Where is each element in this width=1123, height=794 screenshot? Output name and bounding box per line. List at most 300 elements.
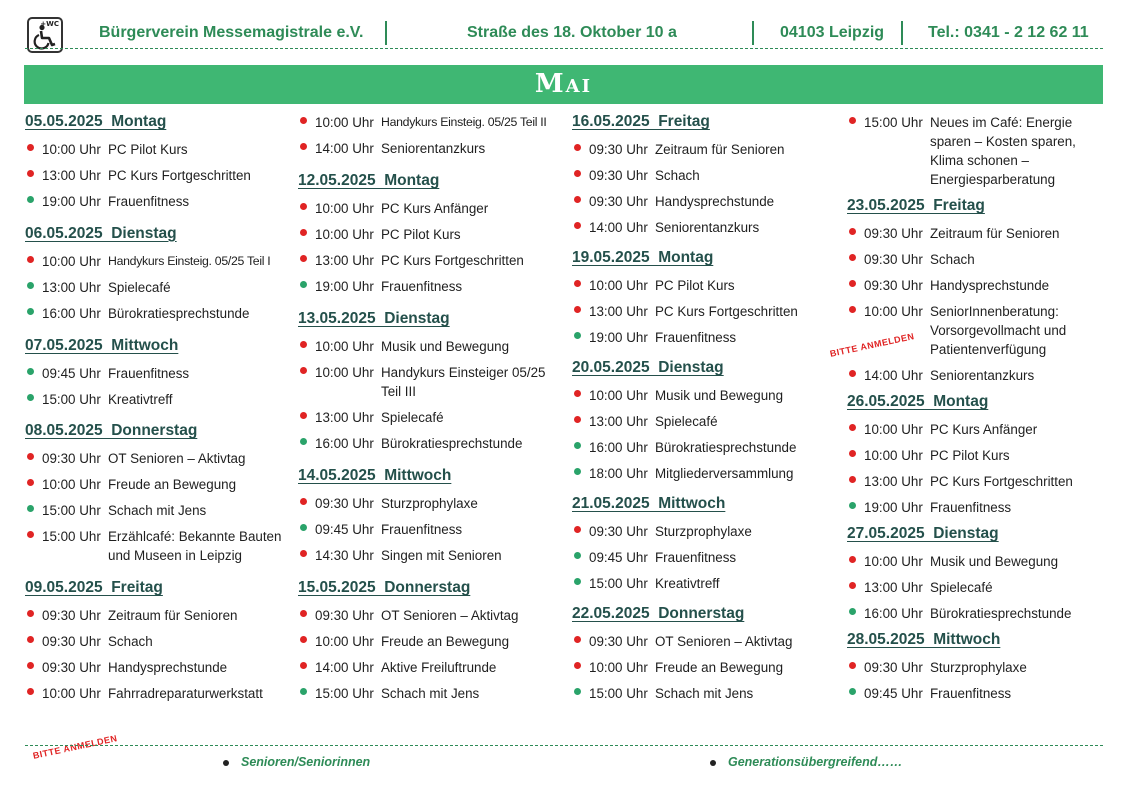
entry-activity: Handykurs Einsteig. 05/25 Teil I	[108, 253, 271, 268]
day-block	[25, 113, 293, 211]
entry-activity: Zeitraum für Senioren	[108, 608, 238, 623]
entry-activity: Frauenfitness	[108, 194, 190, 209]
green-bullet-icon	[27, 368, 34, 375]
red-bullet-icon	[849, 228, 856, 235]
entry-time: 10:00 Uhr	[42, 477, 101, 493]
entry-activity: Seniorentanzkurs	[930, 368, 1035, 383]
green-bullet-icon	[27, 505, 34, 512]
entry-activity: Kreativtreff	[655, 576, 720, 591]
schedule-entry	[298, 363, 566, 401]
entry-activity: Sturzprophylaxe	[930, 660, 1027, 675]
schedule-entry	[572, 522, 840, 541]
red-bullet-icon	[300, 117, 307, 124]
green-bullet-icon	[574, 442, 581, 449]
entry-activity: Freude an Bewegung	[108, 477, 237, 493]
red-bullet-icon	[849, 476, 856, 483]
red-bullet-icon	[300, 662, 307, 669]
entry-activity: Schach mit Jens	[381, 686, 480, 701]
schedule-entry	[847, 604, 1115, 623]
entry-time: 15:00 Uhr	[42, 529, 101, 545]
schedule-entry	[298, 337, 566, 356]
page-header	[25, 14, 1105, 50]
entry-time: 10:00 Uhr	[42, 142, 101, 157]
entry-activity: Frauenfitness	[108, 365, 190, 381]
schedule-entry	[298, 139, 566, 158]
entry-time: 13:00 Uhr	[42, 168, 101, 183]
entry-time: 10:00 Uhr	[42, 253, 101, 269]
entry-time: 09:30 Uhr	[864, 252, 923, 267]
entry-activity: Handysprechstunde	[655, 194, 775, 209]
day-heading: 27.05.2025 Dienstag	[847, 525, 999, 542]
entry-time: 10:00 Uhr	[864, 304, 923, 319]
entry-time: 09:45 Uhr	[864, 686, 923, 701]
day-heading: 06.05.2025 Dienstag	[25, 224, 177, 242]
legend-bullet	[710, 760, 716, 766]
green-bullet-icon	[574, 688, 581, 695]
schedule-column-3	[572, 113, 840, 710]
header-separator	[901, 21, 903, 45]
day-block	[847, 113, 1115, 189]
entry-activity: Aktive Freiluftrunde	[381, 660, 497, 675]
entry-activity: PC Kurs Anfänger	[381, 201, 489, 216]
entry-time: 10:00 Uhr	[315, 115, 374, 130]
red-bullet-icon	[27, 688, 34, 695]
day-heading: 20.05.2025 Dienstag	[572, 359, 724, 376]
schedule-entry	[25, 252, 293, 271]
entry-time: 15:00 Uhr	[42, 503, 101, 519]
schedule-entry	[298, 408, 566, 427]
entry-activity: PC Pilot Kurs	[930, 448, 1010, 463]
entry-time: 13:00 Uhr	[864, 580, 923, 595]
entry-time: 16:00 Uhr	[42, 305, 101, 321]
header-separator	[385, 21, 387, 45]
red-bullet-icon	[300, 550, 307, 557]
entry-time: 15:00 Uhr	[864, 115, 923, 130]
entry-time: 19:00 Uhr	[864, 500, 923, 515]
red-bullet-icon	[574, 526, 581, 533]
schedule-entry	[572, 328, 840, 347]
schedule-entry	[847, 302, 1115, 359]
entry-activity: Mitgliederversammlung	[655, 466, 794, 481]
entry-activity: Sturzprophylaxe	[655, 524, 752, 539]
entry-activity: Schach mit Jens	[655, 686, 754, 701]
red-bullet-icon	[849, 556, 856, 563]
entry-activity: PC Kurs Fortgeschritten	[381, 253, 524, 268]
red-bullet-icon	[300, 367, 307, 374]
green-bullet-icon	[300, 281, 307, 288]
day-block	[572, 113, 840, 237]
entry-activity: Zeitraum für Senioren	[655, 142, 785, 157]
entry-time: 10:00 Uhr	[589, 660, 648, 675]
day-heading: 14.05.2025 Mittwoch	[298, 467, 452, 484]
month-title: Mai	[534, 69, 593, 99]
entry-activity: PC Kurs Fortgeschritten	[108, 168, 251, 183]
postal-city: 04103 Leipzig	[780, 24, 885, 41]
red-bullet-icon	[27, 636, 34, 643]
entry-activity: Frauenfitness	[381, 522, 463, 537]
entry-activity: Spielecafé	[108, 279, 171, 295]
schedule-entry	[847, 658, 1115, 677]
schedule-entry	[25, 632, 293, 651]
red-bullet-icon	[849, 662, 856, 669]
entry-activity: PC Kurs Fortgeschritten	[655, 304, 798, 319]
green-bullet-icon	[849, 688, 856, 695]
day-block	[572, 495, 840, 593]
legend-intergenerational-label: Generationsübergreifend……	[728, 755, 903, 769]
day-heading: 09.05.2025 Freitag	[25, 579, 163, 596]
entry-time: 10:00 Uhr	[42, 686, 101, 701]
entry-time: 09:30 Uhr	[315, 496, 374, 511]
entry-activity: Handysprechstunde	[930, 278, 1050, 293]
legend-bullet	[223, 760, 229, 766]
entry-time: 09:30 Uhr	[42, 660, 101, 675]
schedule-entry	[847, 224, 1115, 243]
red-bullet-icon	[849, 306, 856, 313]
entry-activity: PC Kurs Fortgeschritten	[930, 474, 1073, 489]
schedule-entry	[572, 464, 840, 483]
entry-time: 15:00 Uhr	[589, 686, 648, 701]
schedule-entry	[572, 166, 840, 185]
red-bullet-icon	[574, 196, 581, 203]
schedule-entry	[298, 251, 566, 270]
entry-activity: Handykurs Einsteiger 05/25 Teil III	[381, 365, 546, 399]
month-banner	[24, 65, 1103, 104]
schedule-entry	[847, 250, 1115, 269]
entry-time: 09:45 Uhr	[589, 550, 648, 565]
entry-activity: OT Senioren – Aktivtag	[108, 451, 246, 467]
entry-time: 10:00 Uhr	[864, 554, 923, 569]
entry-activity: PC Pilot Kurs	[381, 227, 461, 242]
schedule-entry	[25, 364, 293, 383]
schedule-entry	[25, 501, 293, 520]
entry-time: 13:00 Uhr	[315, 253, 374, 268]
entry-time: 16:00 Uhr	[315, 436, 374, 451]
day-heading: 19.05.2025 Montag	[572, 249, 714, 266]
day-heading: 21.05.2025 Mittwoch	[572, 495, 726, 512]
entry-activity: Frauenfitness	[930, 500, 1012, 515]
schedule-entry	[298, 546, 566, 565]
entry-time: 13:00 Uhr	[42, 279, 101, 295]
entry-activity: Bürokratiesprechstunde	[655, 440, 797, 455]
red-bullet-icon	[849, 280, 856, 287]
red-bullet-icon	[300, 341, 307, 348]
schedule-column-1	[25, 113, 293, 710]
schedule-entry	[572, 302, 840, 321]
entry-time: 09:30 Uhr	[589, 634, 648, 649]
green-bullet-icon	[300, 524, 307, 531]
entry-activity: Handykurs Einsteig. 05/25 Teil II	[381, 115, 547, 129]
entry-time: 10:00 Uhr	[315, 227, 374, 242]
green-bullet-icon	[574, 332, 581, 339]
header-separator	[752, 21, 754, 45]
entry-activity: Frauenfitness	[655, 550, 737, 565]
entry-activity: Bürokratiesprechstunde	[930, 606, 1072, 621]
entry-activity: Seniorentanzkurs	[381, 141, 486, 156]
schedule-column-4	[847, 113, 1115, 710]
entry-activity: Schach mit Jens	[108, 503, 207, 519]
red-bullet-icon	[849, 117, 856, 124]
schedule-entry	[847, 684, 1115, 703]
green-bullet-icon	[574, 578, 581, 585]
phone-number: Tel.: 0341 - 2 12 62 11	[928, 24, 1089, 41]
schedule-entry	[298, 606, 566, 625]
day-heading: 28.05.2025 Mittwoch	[847, 631, 1001, 648]
entry-activity: Fahrradreparaturwerkstatt	[108, 686, 263, 701]
schedule-entry	[298, 277, 566, 296]
red-bullet-icon	[27, 531, 34, 538]
entry-activity: Handysprechstunde	[108, 660, 228, 675]
footer-divider	[25, 745, 1103, 746]
entry-time: 09:30 Uhr	[589, 194, 648, 209]
entry-activity: Musik und Bewegung	[655, 388, 784, 403]
entry-activity: Musik und Bewegung	[381, 339, 510, 354]
entry-activity: Musik und Bewegung	[930, 554, 1059, 569]
entry-time: 09:30 Uhr	[42, 608, 101, 623]
day-block	[25, 337, 293, 409]
entry-time: 09:30 Uhr	[864, 278, 923, 293]
day-heading: 13.05.2025 Dienstag	[298, 310, 450, 327]
day-block	[572, 249, 840, 347]
schedule-entry	[572, 218, 840, 237]
schedule-entry	[847, 113, 1115, 189]
green-bullet-icon	[27, 282, 34, 289]
entry-time: 09:30 Uhr	[42, 634, 101, 649]
entry-activity: OT Senioren – Aktivtag	[381, 608, 519, 623]
entry-activity: Frauenfitness	[381, 279, 463, 294]
legend-seniors-label: Senioren/Seniorinnen	[241, 755, 371, 769]
entry-activity: Zeitraum für Senioren	[930, 226, 1060, 241]
red-bullet-icon	[300, 203, 307, 210]
day-heading: 23.05.2025 Freitag	[847, 197, 985, 214]
red-bullet-icon	[574, 144, 581, 151]
red-bullet-icon	[849, 450, 856, 457]
entry-activity: PC Pilot Kurs	[655, 278, 735, 293]
entry-time: 10:00 Uhr	[589, 278, 648, 293]
registration-stamp: BITTE ANMELDEN	[828, 331, 916, 359]
schedule-entry	[25, 304, 293, 323]
schedule-entry	[572, 632, 840, 651]
schedule-entry	[572, 658, 840, 677]
schedule-entry	[298, 632, 566, 651]
red-bullet-icon	[849, 424, 856, 431]
schedule-entry	[847, 366, 1115, 385]
entry-activity: Sturzprophylaxe	[381, 496, 478, 511]
entry-time: 10:00 Uhr	[315, 201, 374, 216]
green-bullet-icon	[574, 552, 581, 559]
red-bullet-icon	[849, 254, 856, 261]
schedule-entry	[572, 386, 840, 405]
entry-activity: Bürokratiesprechstunde	[381, 436, 523, 451]
entry-time: 16:00 Uhr	[589, 440, 648, 455]
green-bullet-icon	[574, 468, 581, 475]
schedule-entry	[847, 578, 1115, 597]
entry-activity: Frauenfitness	[930, 686, 1012, 701]
green-bullet-icon	[27, 196, 34, 203]
red-bullet-icon	[27, 256, 34, 263]
entry-time: 18:00 Uhr	[589, 466, 648, 481]
schedule-entry	[298, 658, 566, 677]
schedule-entry	[572, 412, 840, 431]
day-heading: 15.05.2025 Donnerstag	[298, 579, 471, 596]
schedule-entry	[572, 438, 840, 457]
day-block	[572, 605, 840, 703]
schedule-entry	[25, 140, 293, 159]
red-bullet-icon	[849, 370, 856, 377]
red-bullet-icon	[849, 582, 856, 589]
red-bullet-icon	[300, 498, 307, 505]
entry-time: 14:00 Uhr	[864, 368, 923, 383]
day-block	[298, 172, 566, 296]
entry-time: 14:00 Uhr	[589, 220, 648, 235]
day-block	[25, 579, 293, 703]
entry-time: 15:00 Uhr	[42, 391, 101, 407]
wc-label: +WC	[40, 20, 59, 28]
day-block	[298, 310, 566, 453]
entry-activity: OT Senioren – Aktivtag	[655, 634, 793, 649]
schedule-entry	[847, 472, 1115, 491]
entry-activity: Spielecafé	[655, 414, 718, 429]
schedule-entry	[25, 658, 293, 677]
entry-activity: Seniorentanzkurs	[655, 220, 760, 235]
entry-activity: Bürokratiesprechstunde	[108, 305, 250, 321]
green-bullet-icon	[849, 608, 856, 615]
day-block	[298, 467, 566, 565]
header-divider	[25, 48, 1103, 49]
entry-time: 16:00 Uhr	[864, 606, 923, 621]
entry-time: 09:30 Uhr	[589, 142, 648, 157]
schedule-entry	[572, 684, 840, 703]
red-bullet-icon	[300, 636, 307, 643]
entry-activity: Freude an Bewegung	[655, 660, 784, 675]
schedule-entry	[572, 548, 840, 567]
schedule-entry	[847, 420, 1115, 439]
red-bullet-icon	[300, 229, 307, 236]
registration-stamp: BITTE ANMELDEN	[31, 733, 119, 761]
schedule-entry	[25, 527, 293, 565]
entry-time: 10:00 Uhr	[864, 422, 923, 437]
entry-activity: Freude an Bewegung	[381, 634, 510, 649]
day-block	[25, 422, 293, 565]
day-heading: 22.05.2025 Donnerstag	[572, 605, 745, 622]
schedule-entry	[572, 276, 840, 295]
entry-time: 19:00 Uhr	[42, 194, 101, 209]
entry-activity: PC Kurs Anfänger	[930, 422, 1038, 437]
schedule-entry	[298, 684, 566, 703]
schedule-entry	[847, 446, 1115, 465]
red-bullet-icon	[27, 453, 34, 460]
entry-activity: Singen mit Senioren	[381, 548, 502, 563]
red-bullet-icon	[27, 170, 34, 177]
entry-time: 15:00 Uhr	[315, 686, 374, 701]
schedule-entry	[25, 684, 293, 703]
legend-intergenerational	[710, 755, 902, 769]
schedule-entry	[25, 278, 293, 297]
schedule-entry	[25, 192, 293, 211]
red-bullet-icon	[574, 416, 581, 423]
red-bullet-icon	[27, 144, 34, 151]
day-heading: 07.05.2025 Mittwoch	[25, 336, 179, 354]
entry-time: 14:30 Uhr	[315, 548, 374, 563]
entry-activity: SeniorInnenberatung: Vorsorgevollmacht und Patientenverfügung	[930, 304, 1067, 357]
day-block	[847, 525, 1115, 623]
entry-time: 13:00 Uhr	[589, 414, 648, 429]
entry-time: 09:30 Uhr	[864, 660, 923, 675]
day-heading: 12.05.2025 Montag	[298, 172, 440, 189]
day-block	[572, 359, 840, 483]
schedule-entry	[847, 498, 1115, 517]
entry-time: 10:00 Uhr	[589, 388, 648, 403]
schedule-entry	[572, 140, 840, 159]
day-heading: 05.05.2025 Montag	[25, 113, 167, 130]
entry-time: 09:30 Uhr	[864, 226, 923, 241]
entry-time: 09:45 Uhr	[42, 365, 101, 381]
entry-time: 19:00 Uhr	[315, 279, 374, 294]
schedule-entry	[572, 192, 840, 211]
schedule-entry	[25, 606, 293, 625]
red-bullet-icon	[574, 280, 581, 287]
schedule-entry	[25, 475, 293, 494]
schedule-entry	[25, 390, 293, 409]
red-bullet-icon	[574, 222, 581, 229]
entry-time: 19:00 Uhr	[589, 330, 648, 345]
day-block	[847, 197, 1115, 385]
schedule-entry	[298, 225, 566, 244]
entry-activity: Spielecafé	[930, 580, 993, 595]
red-bullet-icon	[300, 143, 307, 150]
schedule-entry	[847, 276, 1115, 295]
entry-time: 14:00 Uhr	[315, 660, 374, 675]
legend-seniors	[223, 755, 370, 769]
entry-time: 09:30 Uhr	[589, 168, 648, 183]
day-heading: 26.05.2025 Montag	[847, 393, 989, 410]
red-bullet-icon	[574, 306, 581, 313]
entry-time: 09:30 Uhr	[589, 524, 648, 539]
entry-activity: PC Pilot Kurs	[108, 142, 188, 157]
day-block	[298, 113, 566, 158]
schedule-entry	[298, 520, 566, 539]
red-bullet-icon	[574, 170, 581, 177]
green-bullet-icon	[27, 308, 34, 315]
association-name: Bürgerverein Messemagistrale e.V.	[99, 24, 364, 41]
schedule-entry	[847, 552, 1115, 571]
entry-activity: Schach	[930, 252, 975, 267]
green-bullet-icon	[849, 502, 856, 509]
red-bullet-icon	[300, 255, 307, 262]
entry-activity: Schach	[108, 634, 153, 649]
entry-activity: Erzählcafé: Bekannte Bauten und Museen in Leipzig	[108, 529, 282, 564]
day-block	[298, 579, 566, 703]
red-bullet-icon	[27, 662, 34, 669]
schedule-entry	[298, 113, 566, 132]
schedule-entry	[298, 434, 566, 453]
green-bullet-icon	[27, 394, 34, 401]
green-bullet-icon	[300, 438, 307, 445]
schedule-entry	[572, 574, 840, 593]
entry-activity: Schach	[655, 168, 700, 183]
red-bullet-icon	[574, 662, 581, 669]
schedule-entry	[298, 494, 566, 513]
entry-time: 13:00 Uhr	[589, 304, 648, 319]
entry-time: 10:00 Uhr	[315, 365, 374, 380]
red-bullet-icon	[574, 636, 581, 643]
entry-time: 13:00 Uhr	[315, 410, 374, 425]
entry-time: 10:00 Uhr	[315, 634, 374, 649]
entry-time: 13:00 Uhr	[864, 474, 923, 489]
entry-activity: Frauenfitness	[655, 330, 737, 345]
green-bullet-icon	[300, 688, 307, 695]
entry-time: 14:00 Uhr	[315, 141, 374, 156]
red-bullet-icon	[27, 479, 34, 486]
